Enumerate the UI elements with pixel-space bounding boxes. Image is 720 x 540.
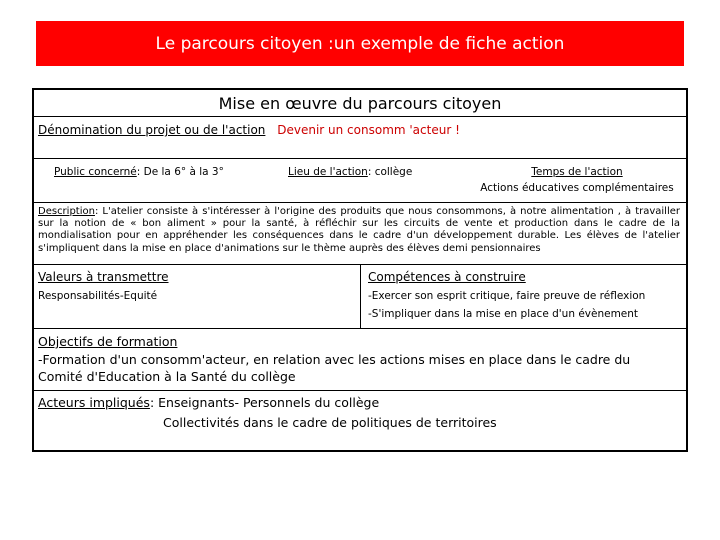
divider xyxy=(34,202,686,203)
temps-field xyxy=(470,166,684,194)
valeurs-value: Responsabilités-Equité xyxy=(38,290,158,302)
denomination-value: Devenir un consomm 'acteur ! xyxy=(277,123,460,137)
description-block xyxy=(38,206,680,255)
divider xyxy=(34,328,686,329)
objectifs-line: Comité d'Education à la Santé du collège xyxy=(38,369,296,384)
action-sheet xyxy=(32,88,688,452)
lieu-label: Lieu de l'action xyxy=(288,166,368,178)
acteurs-row xyxy=(38,395,379,410)
competences-item: -S'impliquer dans la mise en place d'un évènement xyxy=(368,308,639,320)
acteurs-label: Acteurs impliqués xyxy=(38,395,150,410)
description-text: : L'atelier consiste à s'intéresser à l'origine des produits que nous consommons, à notre alimentation , à travailler sur la notion de « bon aliment » pour la santé, à réfléchir sur les circuits de vente et production dans le cadre de la mondialisation pour en appréhender les conséquences dans le cadre d'un développement durable. Les élèves de l'atelier s'impliquent dans la mise en place d'animations sur le thème auprès des élèves demi pensionnaires xyxy=(38,206,680,254)
objectifs-line: -Formation d'un consomm'acteur, en relation avec les actions mises en place dans le cadre du xyxy=(38,351,631,367)
denomination-row xyxy=(38,123,460,137)
denomination-label: Dénomination du projet ou de l'action xyxy=(38,123,266,137)
banner-title: Le parcours citoyen :un exemple de fiche action xyxy=(155,33,565,54)
divider xyxy=(34,158,686,159)
objectifs-label: Objectifs de formation xyxy=(38,334,178,349)
competences-label: Compétences à construire xyxy=(368,270,526,284)
lieu-field xyxy=(288,166,412,178)
acteurs-line: : Enseignants- Personnels du collège xyxy=(149,395,380,410)
sheet-title: Mise en œuvre du parcours citoyen xyxy=(218,94,502,113)
temps-value: Actions éducatives complémentaires xyxy=(480,182,674,194)
description-label: Description xyxy=(38,206,95,217)
temps-label: Temps de l'action xyxy=(531,166,623,178)
divider xyxy=(34,116,686,117)
lieu-value: : collège xyxy=(367,166,413,178)
public-label: Public concerné xyxy=(54,166,137,178)
public-value: : De la 6° à la 3° xyxy=(136,166,224,178)
column-divider xyxy=(360,264,361,328)
page-banner xyxy=(36,21,684,66)
acteurs-line: Collectivités dans le cadre de politiques de territoires xyxy=(163,415,497,430)
divider xyxy=(34,390,686,391)
competences-item: -Exercer son esprit critique, faire preuve de réflexion xyxy=(368,290,646,302)
valeurs-label: Valeurs à transmettre xyxy=(38,270,169,284)
objectifs-block xyxy=(38,333,680,386)
public-field xyxy=(54,166,224,178)
